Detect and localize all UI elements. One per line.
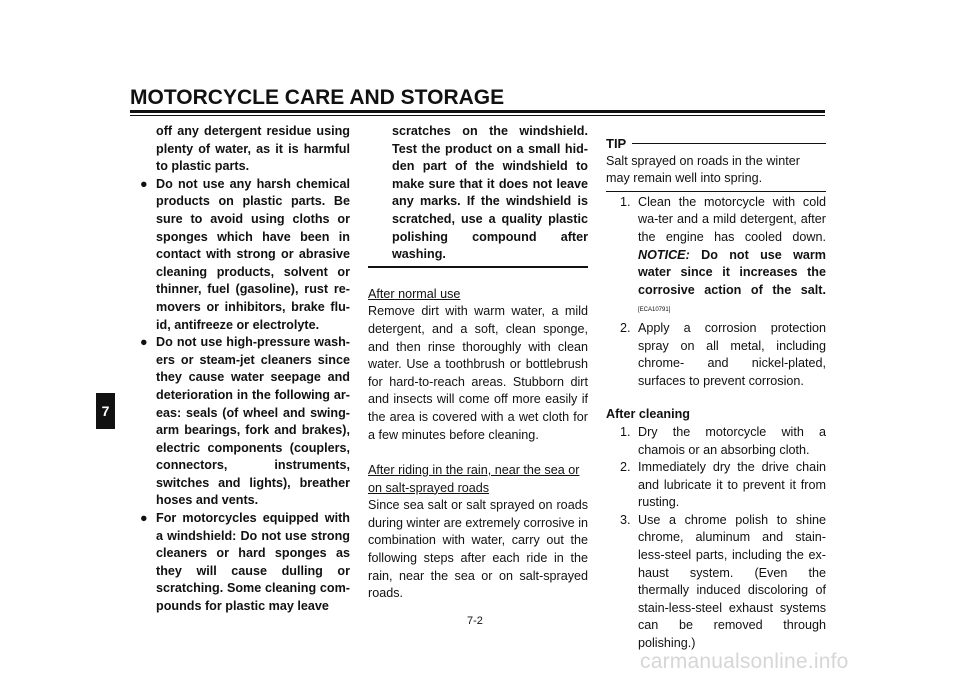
step-number: 2. [620,320,631,335]
chapter-tab: 7 [96,393,115,429]
notice-end-rule [368,266,588,268]
notice-code: [ECA10791] [638,307,671,314]
bullet-text: For motorcycles equipped with a windshield: Do not use strong cleaners or hard sponges as they will cause dulling or scratching. Some cleaning com-pounds for plastic may leave [156,511,350,614]
after-cleaning-steps [620,424,826,653]
notice-text: Do not use warm water since it increases the corrosive action of the salt. [638,247,826,297]
column-2 [368,123,588,603]
bullet-text: Do not use any harsh chemical products on plastic parts. Be sure to avoid using cloths or sponges which have been in contact with strong or abrasive cleaning products, solvent or thinner, fuel (gasoline), rust re-movers or inhibitors, brake flu-id, antifreeze or electrolyte. [156,176,350,332]
header-rule-thin [130,115,825,116]
tip-rule [632,143,826,144]
notice-continuation: scratches on the windshield. Test the product on a small hid-den part of the windshield to make sure that it does not leave any marks. If the windshield is scratched, use a quality plastic polishing compound after washing. [392,124,588,262]
notice-label: NOTICE: [638,247,690,262]
step-text: Use a chrome polish to shine chrome, aluminum and stain-less-steel parts, including the ex-haust system. (Even the thermally induced discoloring of stain-less-steel exhaust systems can be removed through polishing.) [638,512,826,651]
bullet-icon: ● [140,335,148,350]
bullet-item [140,334,350,510]
step-text: Apply a corrosion protection spray on all metal, including chrome- and nickel-plated, surfaces to prevent corrosion. [638,320,826,388]
step-number: 2. [620,460,631,475]
cleaning-steps [620,194,826,391]
bullet-icon: ● [140,176,148,191]
step-text: Dry the motorcycle with a chamois or an absorbing cloth. [638,424,826,457]
tip-end-rule [606,191,826,192]
column-1 [140,123,350,616]
list-item [620,424,826,459]
step-number: 1. [620,424,631,439]
tip-text: Salt sprayed on roads in the winter may remain well into spring. [606,153,800,186]
bullet-icon: ● [140,511,148,526]
bullet-item [140,510,350,616]
bullet-text: Do not use high-pressure wash-ers or steam-jet cleaners since they cause water seepage and deterioration in the following ar-eas: seals (of wheel and swing-arm bearings, fork and brakes), electric components (couplers, connectors, instruments, switches and lights), breather hoses and vents. [156,335,350,508]
page-number: 7-2 [467,615,483,627]
step-number: 1. [620,194,631,209]
tip-header [606,135,826,153]
header-rule-thick [130,110,825,113]
after-riding-text: Since sea salt or salt sprayed on roads during winter are extremely corrosive in combination with water, carry out the following steps after each ride in the rain, near the sea or on salt-sprayed roads. [368,498,588,601]
step-number: 3. [620,512,631,527]
step-text: Clean the motorcycle with cold wa-ter and a mild detergent, after the engine has cooled down. [638,194,826,244]
step-text: Immediately dry the drive chain and lubricate it to prevent it from rusting. [638,460,826,510]
list-item [620,194,826,320]
column-3 [606,123,826,653]
list-item [620,320,826,390]
after-normal-use-text: Remove dirt with warm water, a mild detergent, and a soft, clean sponge, and then rinse thoroughly with clean water. Use a toothbrush or bottlebrush for hard-to-reach areas. Stubborn dirt and insects will come off more easily if the area is covered with a wet cloth for a few minutes before cleaning. [368,304,588,442]
watermark: carmanualsonline.info [640,650,849,673]
after-riding-heading: After riding in the rain, near the sea or on salt-sprayed roads [368,463,580,495]
page-header-title: MOTORCYCLE CARE AND STORAGE [130,86,505,109]
after-normal-use-heading: After normal use [368,286,461,301]
tip-label: TIP [606,136,627,151]
list-item [620,512,826,653]
bullet-item [140,176,350,334]
col1-intro: off any detergent residue using plenty of water, as it is harmful to plastic parts. [156,124,350,174]
list-item [620,459,826,512]
after-cleaning-heading: After cleaning [606,407,690,422]
